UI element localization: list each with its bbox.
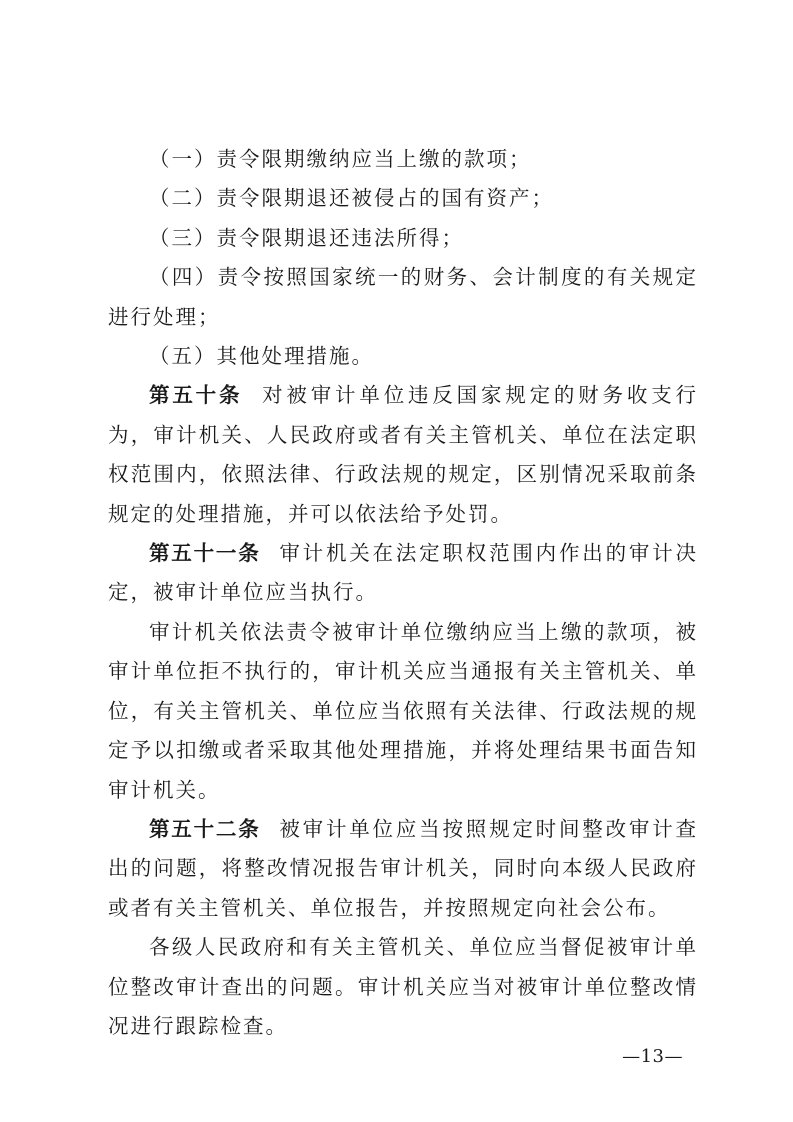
- article-50-text: 对被审计单位违反国家规定的财务收支行为，审计机关、人民政府或者有关主管机关、单位在法定职权范围内，依照法律、行政法规的规定，区别情况采取前条规定的处理措施，并可以依法给予处罚。: [108, 383, 699, 526]
- list-item-3: （三）责令限期退还违法所得；: [149, 225, 464, 250]
- article-52-text: 被审计单位应当按照规定时间整改审计查出的问题，将整改情况报告审计机关，同时向本级人民政府或者有关主管机关、单位报告，并按照规定向社会公布。: [108, 816, 699, 920]
- list-item-1: （一）责令限期缴纳应当上缴的款项；: [149, 147, 532, 171]
- article-50-heading: 第五十条: [149, 383, 243, 408]
- article-51-paragraph-2: 审计机关依法责令被审计单位缴纳应当上缴的款项，被审计单位拒不执行的，审计机关应当通报有关主管机关、单位，有关主管机关、单位应当依照有关法律、行政法规的规定予以扣缴或者采取其他处理措施，并将处理结果书面告知审计机关。: [108, 619, 698, 802]
- article-51-paragraph: [108, 534, 698, 613]
- article-50-paragraph: [108, 376, 698, 534]
- article-52-paragraph-2: 各级人民政府和有关主管机关、单位应当督促被审计单位整改审计查出的问题。审计机关应当对被审计单位整改情况进行跟踪检查。: [108, 935, 698, 1038]
- article-51-heading: 第五十一条: [149, 541, 261, 566]
- list-item-2: （二）责令限期退还被侵占的国有资产；: [149, 186, 554, 211]
- page-number: —13—: [622, 1046, 683, 1067]
- article-52-heading: 第五十二条: [149, 816, 261, 841]
- list-item-4: （四）责令按照国家统一的财务、会计制度的有关规定进行处理；: [108, 265, 698, 329]
- list-item-5: （五）其他处理措施。: [149, 344, 374, 369]
- article-52-paragraph: [108, 810, 698, 928]
- article-51-text: 审计机关在法定职权范围内作出的审计决定，被审计单位应当执行。: [108, 541, 699, 605]
- document-body: [108, 140, 698, 1046]
